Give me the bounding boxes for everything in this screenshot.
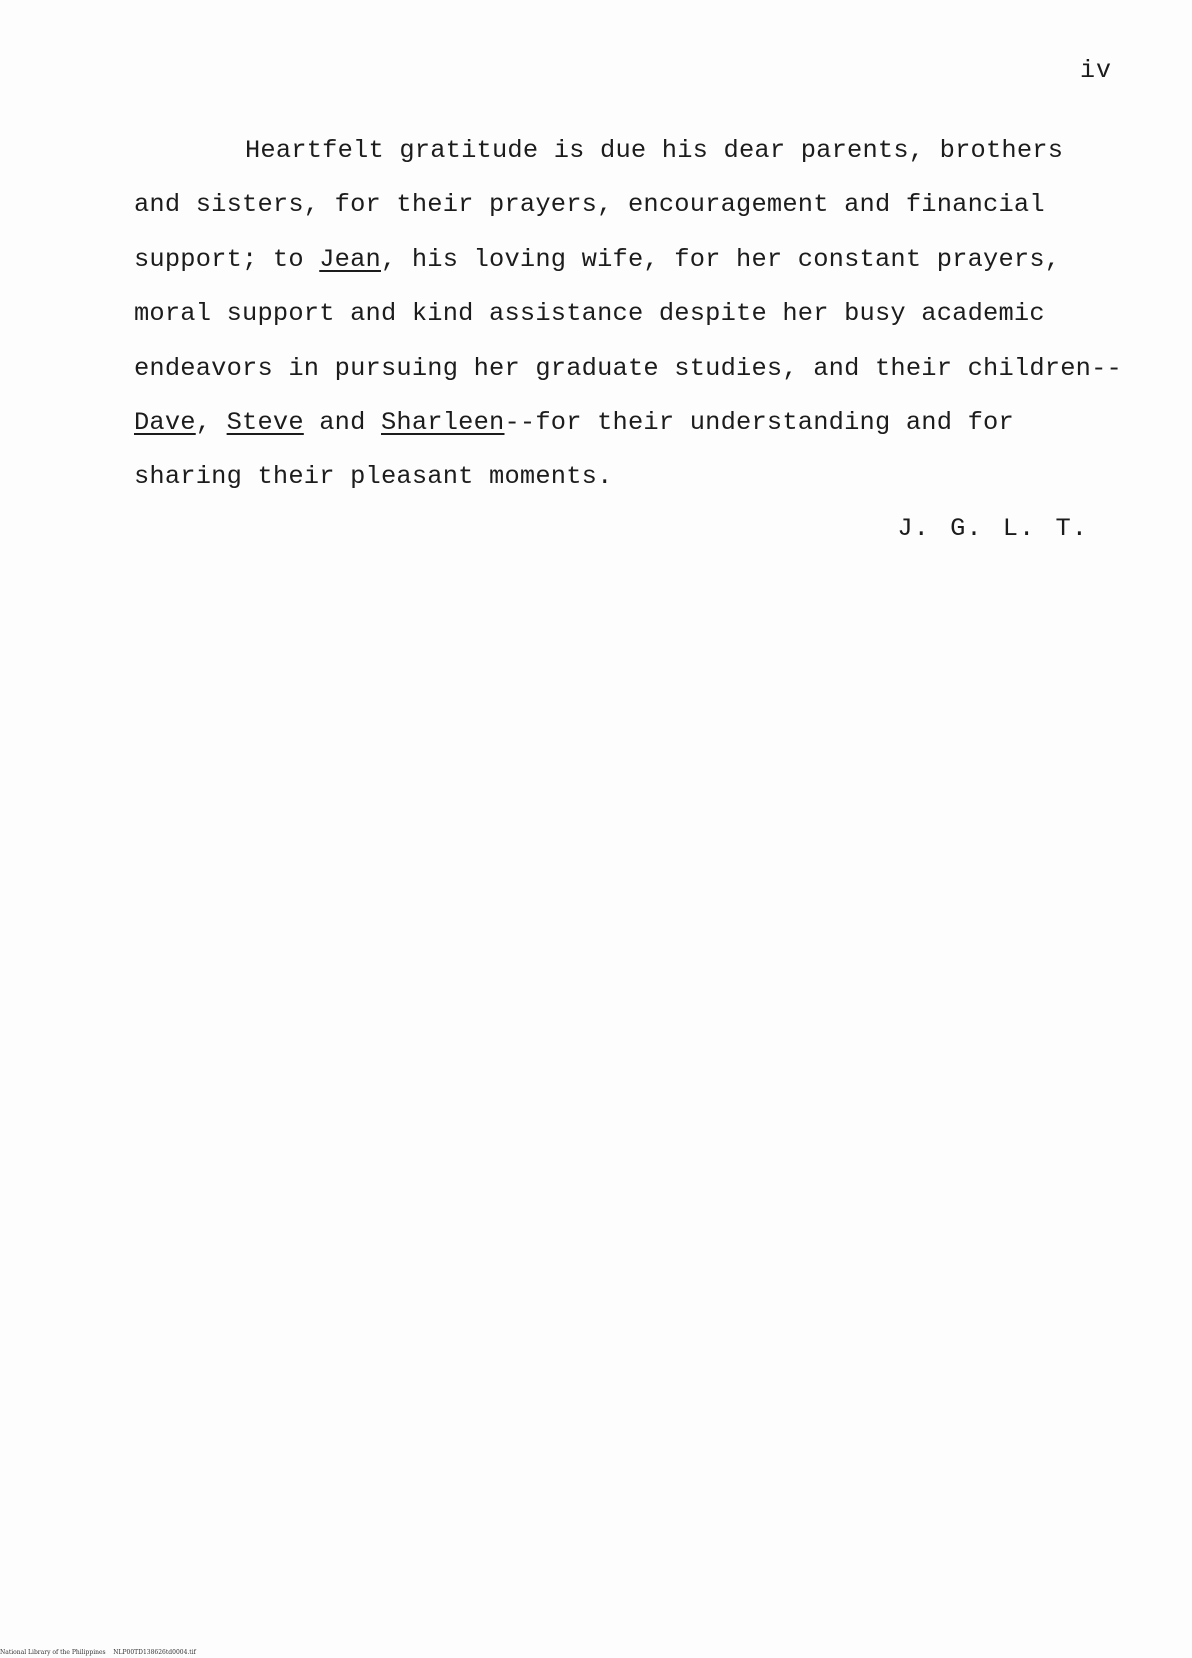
text-line — [134, 396, 1094, 450]
text-line — [134, 124, 1094, 178]
name-steve: Steve — [226, 408, 304, 438]
text-line — [134, 233, 1094, 287]
line-text: Heartfelt gratitude is due his dear parents, brothers — [245, 136, 1064, 165]
line-text: --for their understanding and for — [504, 408, 1014, 438]
scan-footer-note: National Library of the Philippines NLP00TD138626td0004.tif — [0, 1649, 196, 1656]
signature-initials: J. G. L. T. — [897, 514, 1088, 543]
name-dave: Dave — [134, 408, 196, 438]
text-line: and sisters, for their prayers, encouragement and financial — [134, 190, 1045, 220]
name-jean: Jean — [319, 244, 381, 274]
line-text: , — [195, 408, 227, 438]
line-text: , his loving wife, for her constant prayers, — [381, 244, 1061, 274]
text-line: sharing their pleasant moments. — [134, 462, 613, 492]
line-text: and — [303, 408, 381, 438]
acknowledgment-paragraph — [134, 124, 1122, 505]
page-number: iv — [1079, 56, 1112, 85]
line-text: support; to — [134, 244, 320, 274]
text-line: moral support and kind assistance despite her busy academic — [134, 299, 1045, 329]
text-line: endeavors in pursuing her graduate studies, and their children-- — [134, 353, 1122, 383]
name-sharleen: Sharleen — [381, 408, 505, 438]
